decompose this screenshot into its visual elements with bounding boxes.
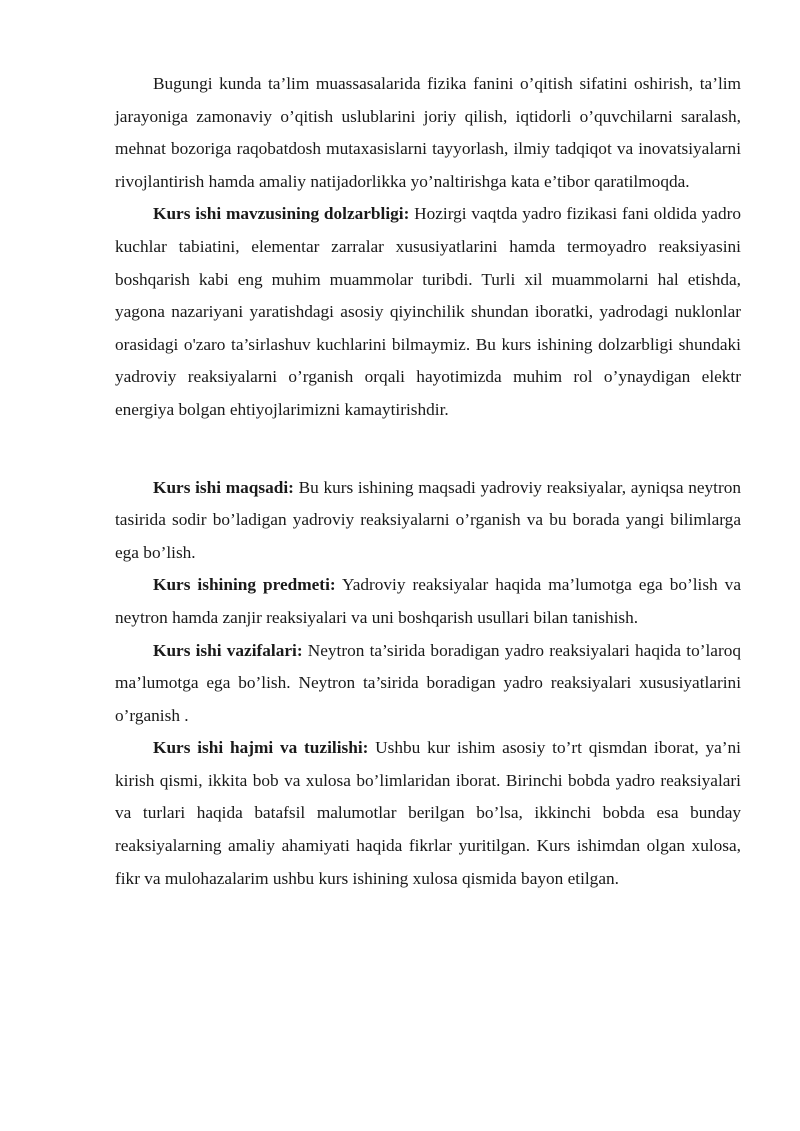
subject-paragraph xyxy=(115,569,741,634)
structure-text: Ushbu kur ishim asosiy to’rt qismdan iborat, ya’ni kirish qismi, ikkita bob va xulosa bo’limlaridan iborat. Birinchi bobda yadro reaksiyalari va turlari haqida batafsil malumotlar berilgan bo’lsa, ikkinchi bobda esa bunday reaksiyalarning amaliy ahamiyati haqida fikrlar yuritilgan. Kurs ishimdan olgan xulosa, fikr va mulohazalarim ushbu kurs ishining xulosa qismida bayon etilgan. xyxy=(115,738,741,888)
paragraph-spacer xyxy=(115,427,741,472)
relevance-paragraph xyxy=(115,198,741,426)
relevance-text: Hozirgi vaqtda yadro fizikasi fani oldida yadro kuchlar tabiatini, elementar zarralar xususiyatlarini hamda termoyadro reaksiyasini boshqarish kabi eng muhim muammolar turibdi. Turli xil muammolarni hal etishda, yagona nazariyani yaratishdagi asosiy qiyinchilik shundan iboratki, yadrodagi nuklonlar orasidagi o'zaro ta’sirlashuv kuchlarini bilmaymiz. Bu kurs ishining dolzarbligi shundaki yadroviy reaksiyalarni o’rganish orqali hayotimizda muhim rol o’ynaydigan elektr energiya bolgan ehtiyojlarimizni kamaytirishdir. xyxy=(115,204,741,419)
subject-label: Kurs ishining predmeti: xyxy=(153,575,336,595)
structure-paragraph xyxy=(115,732,741,895)
document-page xyxy=(115,68,741,895)
tasks-label: Kurs ishi vazifalari: xyxy=(153,640,303,660)
goal-paragraph xyxy=(115,472,741,570)
tasks-paragraph xyxy=(115,635,741,733)
intro-paragraph xyxy=(115,68,741,198)
structure-label: Kurs ishi hajmi va tuzilishi: xyxy=(153,738,369,758)
intro-text: Bugungi kunda ta’lim muassasalarida fizika fanini o’qitish sifatini oshirish, ta’lim jarayoniga zamonaviy o’qitish uslublarini joriy qilish, iqtidorli o’quvchilarni saralash, mehnat bozoriga raqobatdosh mutaxasislarni tayyorlash, ilmiy tadqiqot va inovatsiyalarni rivojlantirish hamda amaliy natijadorlikka yo’naltirishga kata e’tibor qaratilmoqda. xyxy=(115,74,741,191)
tasks-text: Neytron ta’sirida boradigan yadro reaksiyalari haqida to’laroq ma’lumotga ega bo’lish. Neytron ta’sirida boradigan yadro reaksiyalari xususiyatlarini o’rganish . xyxy=(115,640,741,725)
goal-label: Kurs ishi maqsadi: xyxy=(153,477,294,497)
subject-text: Yadroviy reaksiyalar haqida ma’lumotga ega bo’lish va neytron hamda zanjir reaksiyalari va uni boshqarish usullari bilan tanishish. xyxy=(115,575,741,627)
relevance-label: Kurs ishi mavzusining dolzarbligi: xyxy=(153,204,410,224)
goal-text: Bu kurs ishining maqsadi yadroviy reaksiyalar, ayniqsa neytron tasirida sodir bo’ladigan yadroviy reaksiyalarni o’rganish va bu borada yangi bilimlarga ega bo’lish. xyxy=(115,477,741,562)
